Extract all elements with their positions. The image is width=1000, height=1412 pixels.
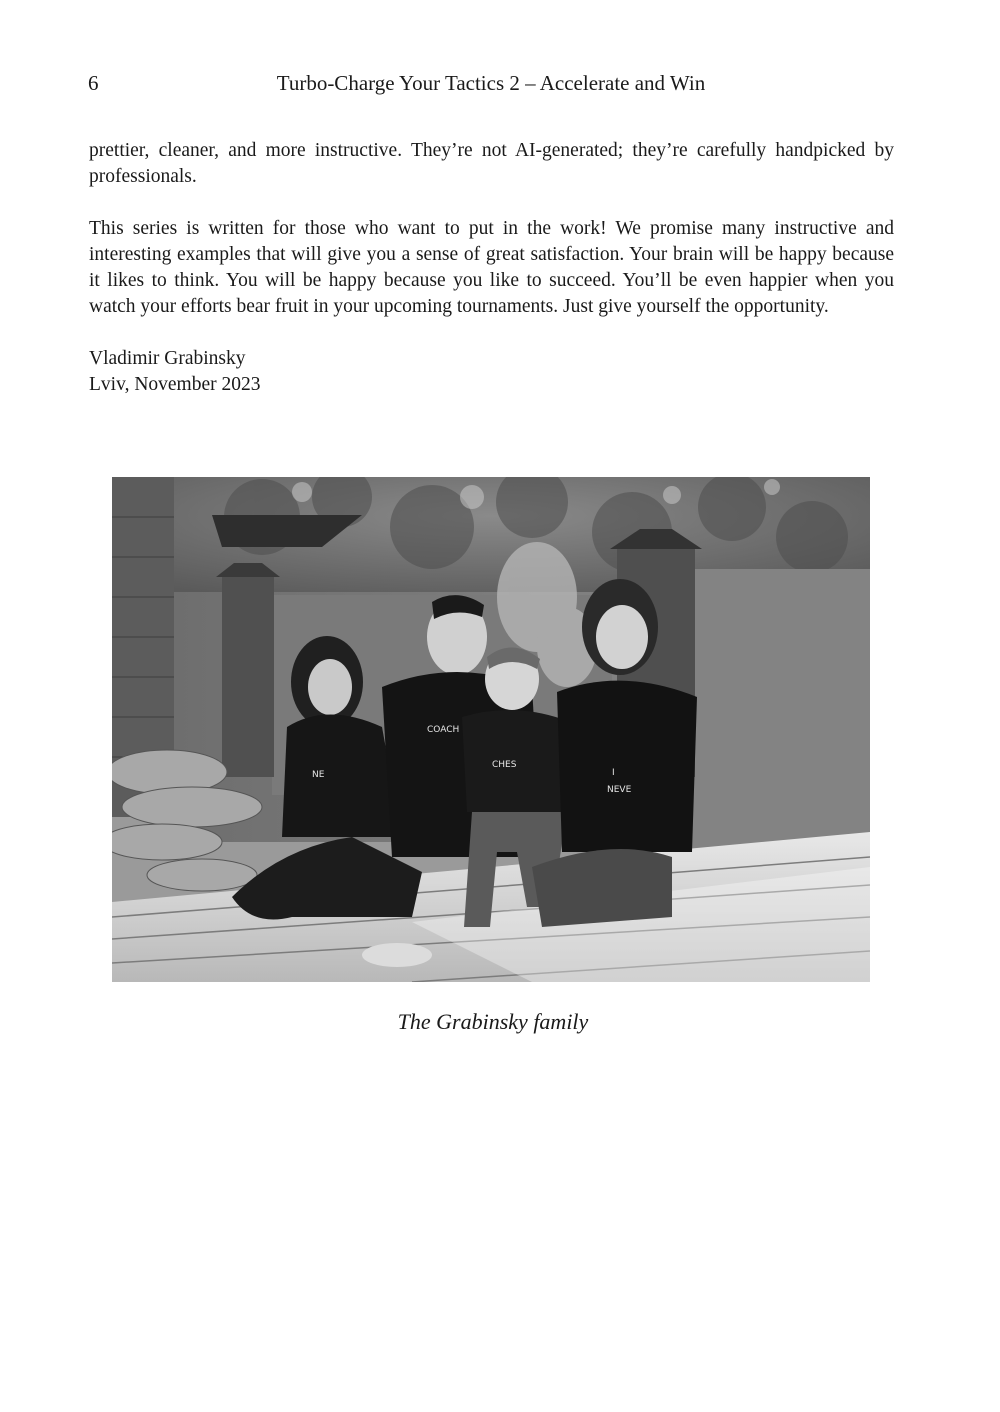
- page-number: 6: [88, 71, 99, 95]
- place-and-date: Lviv, November 2023: [89, 374, 261, 395]
- svg-text:CHES: CHES: [492, 760, 517, 770]
- running-header-title: Turbo-Charge Your Tactics 2 – Accelerate and Win: [276, 71, 706, 95]
- family-photo: [112, 477, 870, 982]
- svg-text:COACH: COACH: [427, 725, 460, 735]
- svg-text:NE: NE: [312, 770, 325, 780]
- svg-text:I: I: [612, 768, 615, 778]
- svg-text:NEVE: NEVE: [607, 785, 632, 795]
- paragraph: prettier, cleaner, and more instructive. They’re not AI-generated; they’re carefully handpicked by professionals.: [89, 140, 894, 187]
- body-text: [89, 138, 894, 398]
- signature-block: [89, 346, 894, 398]
- paragraph: This series is written for those who want to put in the work! We promise many instructive and interesting examples that will give you a sense of great satisfaction. Your brain will be happy because it likes to think. You will be happy because you like to succeed. You’ll be even happier when you watch your efforts bear fruit in your upcoming tournaments. Just give yourself the opportunity.: [89, 218, 894, 317]
- figure-caption: The Grabinsky family: [397, 1009, 589, 1034]
- author-name: Vladimir Grabinsky: [89, 348, 246, 369]
